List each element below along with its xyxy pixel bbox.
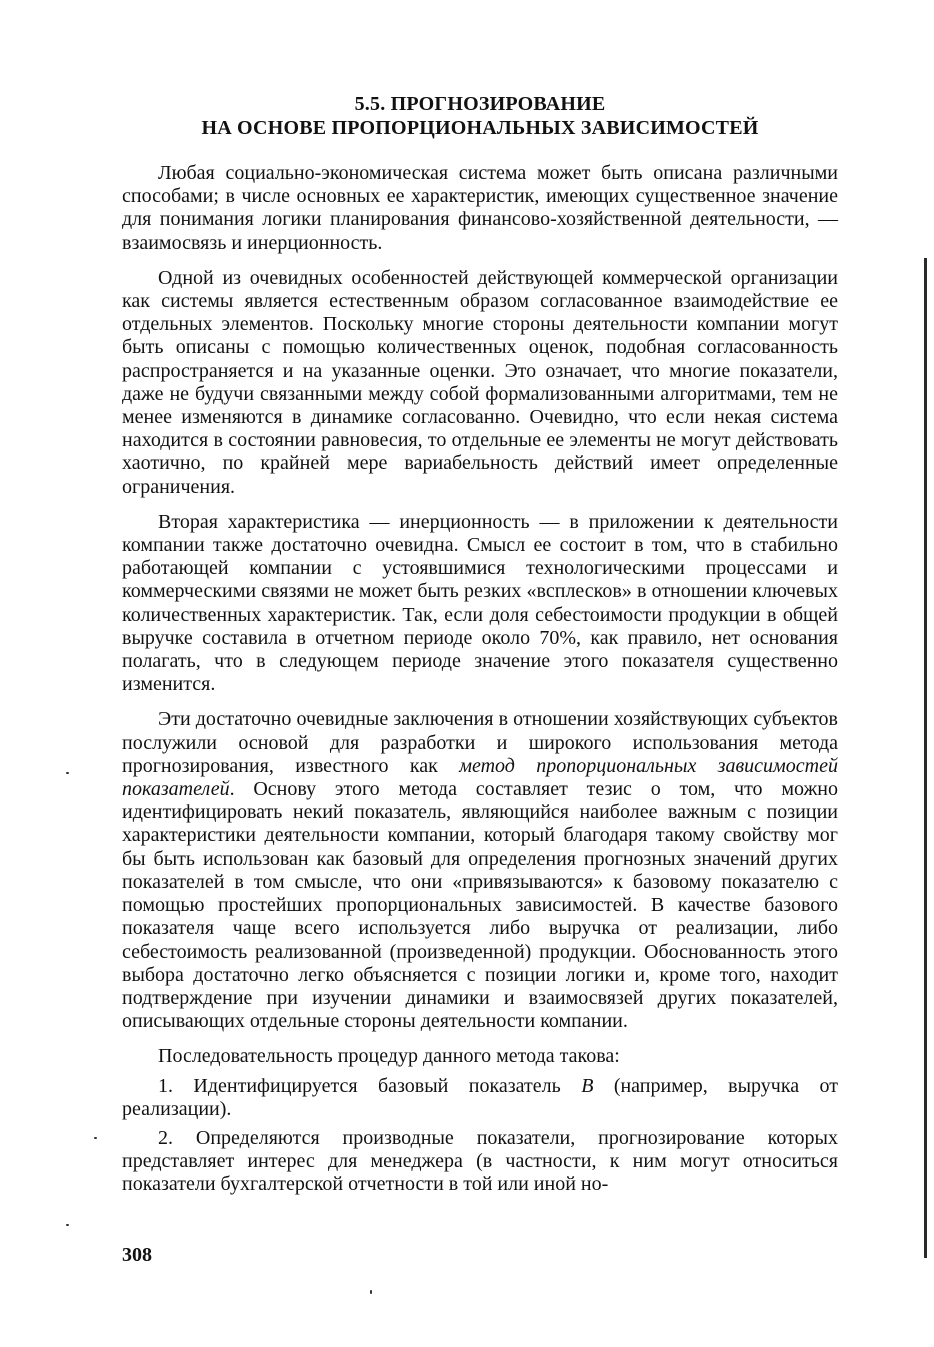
list-item-2: 2. Определяются производные показатели, прогнозирование которых представляет интерес для менеджера (в частности, к ним могут относиться показатели бухгалтерской отчетности в той или иной но- — [122, 1126, 838, 1196]
list-item-1-text-1: 1. Идентифицируется базовый показатель — [158, 1074, 582, 1097]
paragraph-intro: Любая социально-экономическая система может быть описана различными способами; в числе основных ее характеристик, имеющих существенное значение для понимания логики планирования финансово-хозяйственной деятельности, — взаимосвязь и инерционность. — [122, 162, 838, 254]
section-heading — [122, 92, 838, 140]
page-number: 308 — [122, 1244, 152, 1266]
scan-speck — [370, 1290, 372, 1294]
scan-speck — [66, 772, 69, 774]
section-heading-line-1: 5.5. ПРОГНОЗИРОВАНИЕ — [354, 93, 606, 115]
scan-edge-shadow — [924, 258, 927, 1258]
scan-speck — [66, 1224, 69, 1226]
section-heading-line-2: НА ОСНОВЕ ПРОПОРЦИОНАЛЬНЫХ ЗАВИСИМОСТЕЙ — [201, 117, 759, 139]
list-item-1 — [122, 1075, 838, 1121]
page-text — [122, 92, 838, 1209]
paragraph-method — [122, 708, 838, 1033]
base-indicator-symbol: В — [581, 1074, 594, 1097]
paragraph-inertia: Вторая характеристика — инерционность — в приложении к деятельности компании также достаточно очевидна. Смысл ее состоит в том, что в стабильно работающей компании с устоявшимися технологическими процессами и коммерческими связями не может быть резких «всплесков» в отношении ключевых количественных характеристик. Так, если доля себестоимости продукции в общей выручке составила в отчетном периоде около 70%, как правило, нет основания полагать, что в следующем периоде значение этого показателя существенно изменится. — [122, 510, 838, 696]
paragraph-method-text-1: Эти достаточно очевидные заключения в отношении хозяйствующих субъектов послужили основой для разработки и широкого использования метода прогнозирования, известного как — [122, 708, 838, 777]
list-item-1-text-2: (например, выручка от реализации). — [122, 1074, 839, 1120]
scan-speck — [94, 1137, 97, 1139]
paragraph-method-text-2: . Основу этого метода составляет тезис о том, что можно идентифицировать некий показатель, являющийся наиболее важным с позиции характеристики деятельности компании, который благодаря такому свойству мог бы быть использован как базовый для определения прогнозных значений других показателей в том смысле, что они «привязываются» к базовому показателю с помощью простейших пропорциональных зависимостей. В качестве базового показателя чаще всего используется либо выручка от реализации, либо себестоимость реализованной (произведенной) продукции. Обоснованность этого выбора достаточно легко объясняется с позиции логики и, кроме того, находит подтверждение при изучении динамики и взаимосвязей других показателей, описывающих отдельные стороны деятельности компании. — [122, 778, 838, 1033]
method-name-term: метод пропорциональных зависимостей показателей — [122, 754, 838, 801]
paragraph-procedure-intro: Последовательность процедур данного метода такова: — [158, 1045, 620, 1068]
paragraph-interrelation: Одной из очевидных особенностей действующей коммерческой организации как системы является естественным образом согласованное взаимодействие ее отдельных элементов. Поскольку многие стороны деятельности компании могут быть описаны с помощью количественных оценок, подобная согласованность распространяется и на указанные оценки. Это означает, что многие показатели, даже не будучи связанными между собой формализованными алгоритмами, тем не менее изменяются в динамике согласованно. Очевидно, что если некая система находится в состоянии равновесия, то отдельные ее элементы не могут действовать хаотично, по крайней мере вариабельность действий имеет определенные ограничения. — [122, 266, 838, 498]
